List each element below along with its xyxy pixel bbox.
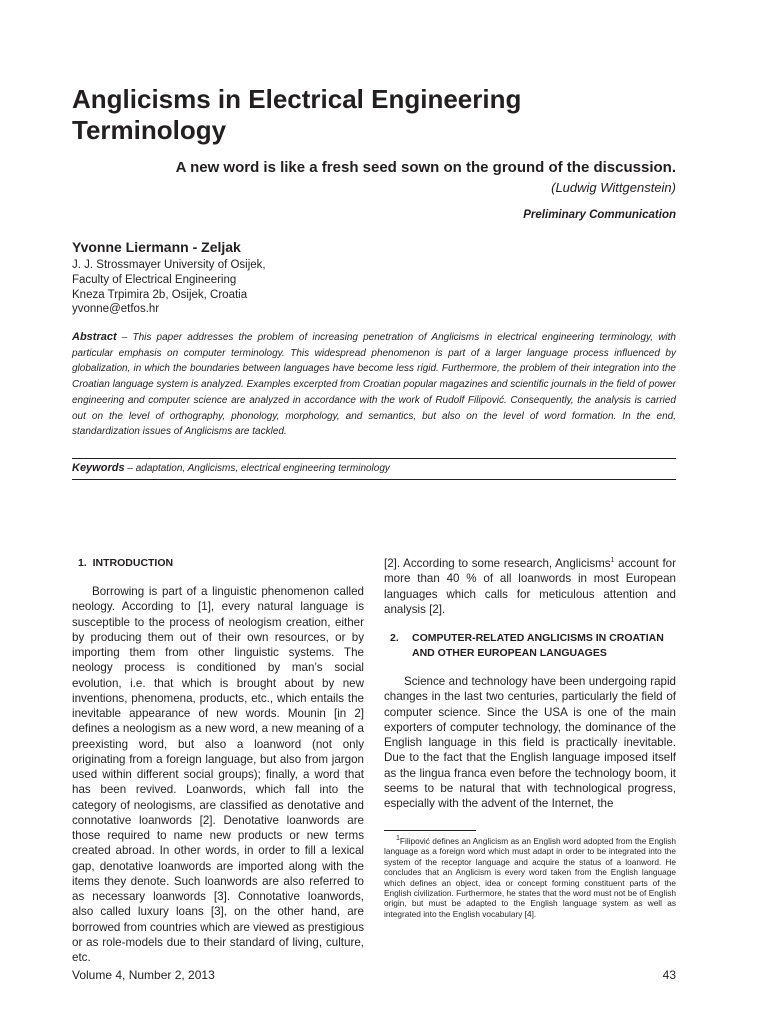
section-heading-introduction <box>78 556 364 571</box>
affiliation-line: Kneza Trpimira 2b, Osijek, Croatia <box>72 288 248 301</box>
abstract <box>72 330 676 440</box>
keywords-top-rule <box>72 458 676 459</box>
epigraph-quote: A new word is like a fresh seed sown on the ground of the discussion. <box>175 159 676 176</box>
keywords-label: Keywords <box>72 462 125 474</box>
footnote-reference[interactable]: 1 <box>610 557 615 565</box>
footnote-mark: 1 <box>396 835 400 843</box>
paper-type: Preliminary Communication <box>523 209 676 221</box>
footnote-text: Filipović defines an Anglicism as an English word adopted from the English language as a foreign word which must adapt in order to be integrated into the system of the receptor language and acquire the status of a loanword. He concludes that an Anglicism is every word taken from the English language which defines an object, idea or concept forming constituent parts of the English civilization. Furthermore, he states that the word must not be of English origin, but must be adapted to the English language system as well as integrated into the English vocabulary [4]. <box>384 836 676 919</box>
abstract-text: – This paper addresses the problem of increasing penetration of Anglicisms in electrical engineering terminology, with particular emphasis on computer terminology. This widespread phenomenon is part of a larger language process influenced by globalization, in which the boundaries between languages have become less rigid. Furthermore, the problem of their integration into the Croatian language system is analyzed. Examples excerpted from Croatian popular magazines and scientific journals in the field of power engineering and computer science are analyzed in accordance with the work of Rudolf Filipović. Consequently, the analysis is carried out on the level of orthography, phonology, morphology, and semantics, but also on the level of word formation. In the end, standardization issues of Anglicisms are tackled. <box>72 332 676 438</box>
abstract-label: Abstract <box>72 331 117 343</box>
section-heading-computer-anglicisms <box>390 631 676 661</box>
section2-paragraph: Science and technology have been undergoing rapid changes in the last two centuries, particularly the field of computer science. Since the USA is one of the main exporters of computer technology, the dominance of the English language in this field is practically inevitable. Due to the fact that the English language imposed itself as the lingua franca even before the technology boom, it seems to be natural that with technological progress, especially with the advent of the Internet, the <box>384 675 676 810</box>
keywords-bottom-rule <box>72 479 676 480</box>
author-email[interactable]: yvonne@etfos.hr <box>72 303 160 316</box>
paper-title: Anglicisms in Electrical Engineering Terminology <box>72 84 522 145</box>
section-title: COMPUTER-RELATED ANGLICISMS IN CROATIAN AND OTHER EUROPEAN LANGUAGES <box>412 632 664 659</box>
author-name: Yvonne Liermann - Zeljak <box>72 239 241 255</box>
intro-paragraph-continuation <box>384 556 676 617</box>
continuation-text: account for more than 40 % of all loanwords in most European languages which calls for meticulous attention and analysis [2]. <box>384 557 676 616</box>
right-column <box>384 556 676 811</box>
keywords-text: – adaptation, Anglicisms, electrical engineering terminology <box>124 463 390 474</box>
keywords <box>72 461 676 476</box>
footer-volume: Volume 4, Number 2, 2013 <box>72 968 215 982</box>
continuation-text: [2]. According to some research, Anglicisms <box>384 557 611 570</box>
author-affiliation <box>72 258 266 317</box>
affiliation-line: Faculty of Electrical Engineering <box>72 273 237 286</box>
intro-paragraph: Borrowing is part of a linguistic phenomenon called neology. According to [1], every natural language is susceptible to the process of neologism creation, either by producing them out of their own resources, or by importing them from other linguistic systems. The neology process is conditioned by man’s social evolution, i.e. that which is brought about by new inventions, phenomena, products, etc., which entails the inevitable appearance of new words. Mounin [in 2] defines a neologism as a new word, a new meaning of a preexisting word, but also a loanword (not only originating from a foreign language, but also from jargon used within different social groups); finally, a word that has been revived. Loanwords, which fall into the category of neologisms, are classified as denotative and connotative loanwords [2]. Denotative loanwords are those required to name new products or new terms created abroad. In other words, in order to fill a lexical gap, denotative loanwords are imported along with the items they denote. Such loanwords are also referred to as necessary loanwords [3]. Connotative loanwords, also called luxury loans [3], on the other hand, are borrowed from countries which are viewed as prestigious or as role-models due to their standard of living, culture, etc. <box>72 585 364 964</box>
footnote <box>384 836 676 919</box>
left-column <box>72 556 364 965</box>
section-number: 2. <box>390 632 399 644</box>
section-title: INTRODUCTION <box>92 557 174 569</box>
affiliation-line: J. J. Strossmayer University of Osijek, <box>72 259 266 271</box>
footnote-rule <box>384 830 476 831</box>
epigraph-author: (Ludwig Wittgenstein) <box>551 180 676 195</box>
section-number: 1. <box>78 557 87 569</box>
page-number: 43 <box>662 968 676 982</box>
